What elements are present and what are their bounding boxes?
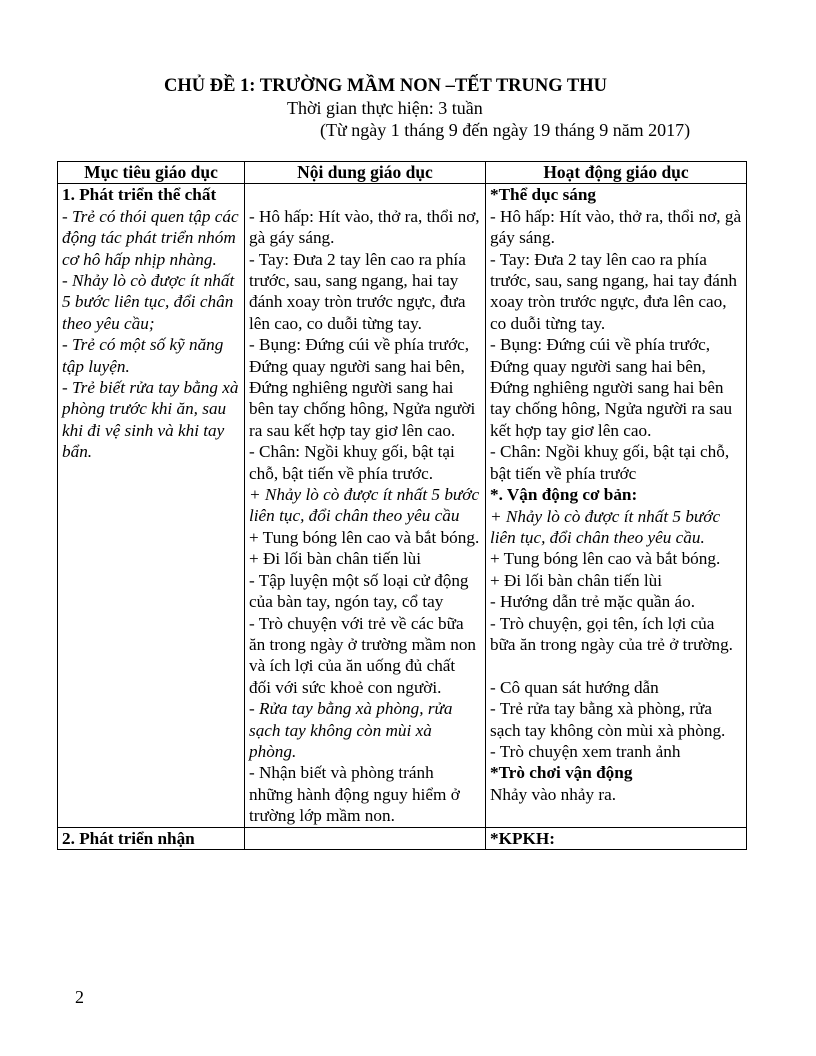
spacer [249,184,481,205]
objectives-cell [58,184,245,827]
content-cell [245,827,486,849]
cell-paragraph: + Đi lối bàn chân tiến lùi [249,549,421,569]
cell-paragraph: - Rửa tay bằng xà phòng, rửa sạch tay không còn mùi xà phòng. [249,699,453,761]
date-range-text: (Từ ngày 1 tháng 9 đến ngày 19 tháng 9 năm 2017) [320,120,691,140]
cell-paragraph: - Trẻ rửa tay bằng xà phòng, rửa sạch tay không còn mùi xà phòng. [490,699,726,740]
document-title: CHỦ ĐỀ 1: TRƯỜNG MẦM NON –TẾT TRUNG THU [164,76,608,96]
cell-paragraph: + Tung bóng lên cao và bắt bóng. [249,527,480,547]
duration-text: Thời gian thực hiện: 3 tuần [287,98,483,118]
cell-paragraph: *. Vận động cơ bản: [490,485,638,505]
table-row [58,184,747,827]
cell-paragraph: - Tập luyện một số loại cử động của bàn tay, ngón tay, cổ tay [249,570,469,612]
cell-paragraph: - Hô hấp: Hít vào, thở ra, thổi nơ, gà gáy sáng. [249,206,480,248]
cell-paragraph: - Chân: Ngồi khuỵ gối, bật tại chỗ, bật tiến về phía trước [490,442,730,483]
cell-paragraph: + Nhảy lò cò được ít nhất 5 bước liên tục, đổi chân theo yêu cầu. [490,506,721,547]
cell-paragraph: - Trẻ biết rửa tay bằng xà phòng trước khi ăn, sau khi đi vệ sinh và khi tay bẩn. [62,378,239,462]
spacer [490,655,742,676]
table-row [58,827,747,849]
cell-paragraph: *Trò chơi vận động [490,763,633,783]
cell-paragraph: + Đi lối bàn chân tiến lùi [490,570,662,590]
table-header-row [58,162,747,184]
cell-paragraph: + Nhảy lò cò được ít nhất 5 bước liên tục, đổi chân theo yêu cầu [249,485,480,526]
header-activities: Hoạt động giáo dục [486,162,747,184]
cell-paragraph: - Trẻ có thói quen tập các động tác phát triển nhóm cơ hô hấp nhịp nhàng. [62,206,239,269]
cell-paragraph: - Trẻ có một số kỹ năng tập luyện. [62,335,224,376]
cell-paragraph: - Chân: Ngồi khuỵ gối, bật tại chỗ, bật tiến về phía trước. [249,442,455,483]
activities-cell [486,184,747,827]
education-plan-table [57,161,747,850]
content-cell [245,184,486,827]
cell-paragraph: - Trò chuyện, gọi tên, ích lợi của bữa ăn trong ngày của trẻ ở trường. [490,613,733,654]
objectives-cell: 2. Phát triển nhận [58,827,245,849]
cell-paragraph: - Nhận biết và phòng tránh những hành động nguy hiểm ở trường lớp mầm non. [249,763,460,826]
cell-paragraph: - Cô quan sát hướng dẫn [490,677,659,697]
page-number: 2 [75,987,84,1007]
cell-paragraph: *Thể dục sáng [490,185,597,205]
cell-paragraph: - Hướng dẫn trẻ mặc quần áo. [490,592,696,612]
cell-paragraph: + Tung bóng lên cao và bắt bóng. [490,549,721,569]
cell-paragraph: - Nhảy lò cò được ít nhất 5 bước liên tục, đổi chân theo yêu cầu; [62,271,235,333]
cell-paragraph: - Hô hấp: Hít vào, thở ra, thổi nơ, gà gáy sáng. [490,206,742,248]
cell-paragraph: Nhảy vào nhảy ra. [490,784,616,804]
header-objectives: Mục tiêu giáo dục [58,162,245,184]
cell-paragraph: 1. Phát triển thể chất [62,185,217,205]
cell-paragraph: - Trò chuyện xem tranh ảnh [490,741,681,761]
cell-paragraph: - Tay: Đưa 2 tay lên cao ra phía trước, sau, sang ngang, hai tay đánh xoay tròn trước ngực, đưa lên cao, co duỗi từng tay. [490,249,738,333]
cell-paragraph: - Bụng: Đứng cúi về phía trước, Đứng quay người sang hai bên, Đứng nghiêng người sang hai bên tay chống hông, Ngửa người ra sau kết hợp tay giơ lên cao. [490,335,733,440]
cell-paragraph: - Trò chuyện với trẻ về các bữa ăn trong ngày ở trường mầm non và ích lợi của ăn uống đủ chất đối với sức khoẻ con người. [249,613,477,697]
activities-cell: *KPKH: [486,827,747,849]
header-content: Nội dung giáo dục [245,162,486,184]
cell-paragraph: - Bụng: Đứng cúi về phía trước, Đứng quay người sang hai bên, Đứng nghiêng người sang hai bên tay chống hông, Ngửa người ra sau kết hợp tay giơ lên cao. [249,335,476,440]
cell-paragraph: - Tay: Đưa 2 tay lên cao ra phía trước, sau, sang ngang, hai tay đánh xoay tròn trước ngực, đưa lên cao, co duỗi từng tay. [249,249,466,333]
